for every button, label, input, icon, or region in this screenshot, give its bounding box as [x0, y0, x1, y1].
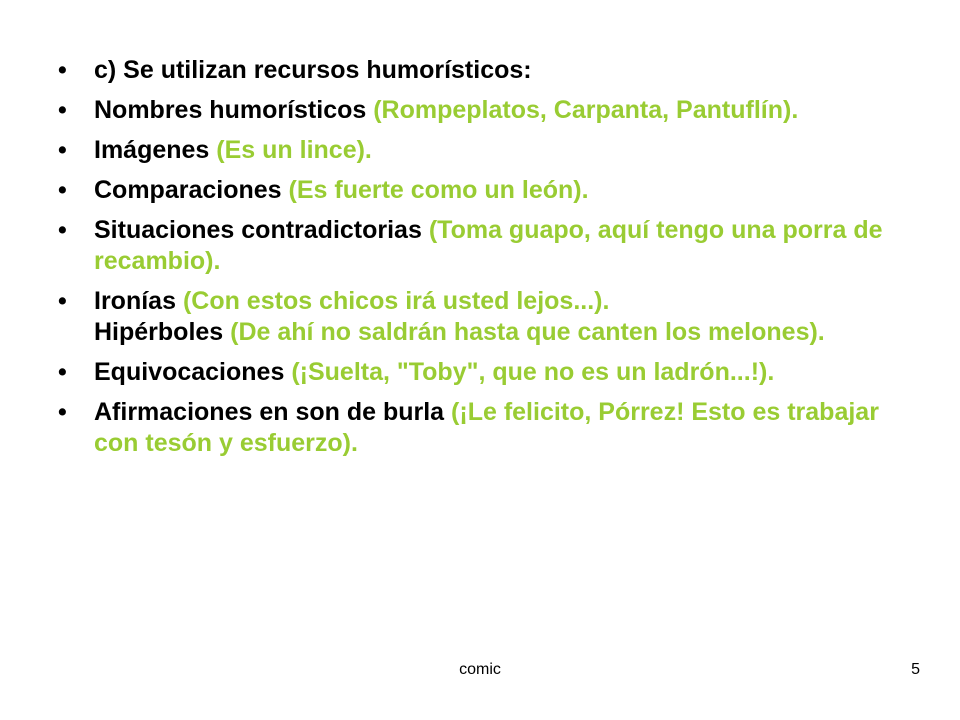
bullet-term: Ironías: [94, 287, 176, 315]
bullet-term: c) Se utilizan recursos humorísticos:: [94, 56, 532, 84]
bullet-example: (Con estos chicos irá usted lejos...).: [182, 287, 610, 315]
bullet-list: [58, 55, 928, 468]
bullet-dot: •: [58, 287, 67, 315]
bullet-example: (¡Suelta, "Toby", que no es un ladrón...!).: [291, 358, 775, 386]
bullet-example: (Toma guapo, aquí tengo una porra de recambio).: [94, 216, 883, 275]
bullet-dot: •: [58, 176, 67, 204]
bullet-dot: •: [58, 216, 67, 244]
bullet-example: (Es un lince).: [216, 136, 372, 164]
bullet-item: [58, 286, 928, 348]
bullet-dot: •: [58, 96, 67, 124]
bullet-term: Imágenes: [94, 136, 210, 164]
bullet-example: (Es fuerte como un león).: [288, 176, 589, 204]
bullet-example: (¡Le felicito, Pórrez! Esto es trabajar con tesón y esfuerzo).: [94, 398, 879, 457]
bullet-dot: •: [58, 136, 67, 164]
bullet-dot: •: [58, 56, 67, 84]
bullet-example: (Rompeplatos, Carpanta, Pantuflín).: [373, 96, 799, 124]
bullet-term: Comparaciones: [94, 176, 282, 204]
bullet-item: [58, 135, 928, 166]
bullet-term: Nombres humorísticos: [94, 96, 367, 124]
bullet-term: Situaciones contradictorias: [94, 216, 422, 244]
footer-label: comic: [459, 661, 501, 678]
bullet-term: Equivocaciones: [94, 358, 285, 386]
bullet-item: [58, 95, 928, 126]
bullet-term: Afirmaciones en son de burla: [94, 398, 445, 426]
bullet-dot: •: [58, 398, 67, 426]
bullet-term: Hipérboles: [94, 318, 224, 346]
bullet-item: [58, 55, 928, 86]
bullet-item: [58, 175, 928, 206]
bullet-item: [58, 215, 928, 277]
bullet-example: (De ahí no saldrán hasta que canten los melones).: [230, 318, 825, 346]
bullet-dot: •: [58, 358, 67, 386]
page-number: 5: [911, 661, 920, 678]
bullet-item: [58, 397, 928, 459]
bullet-item: [58, 357, 928, 388]
